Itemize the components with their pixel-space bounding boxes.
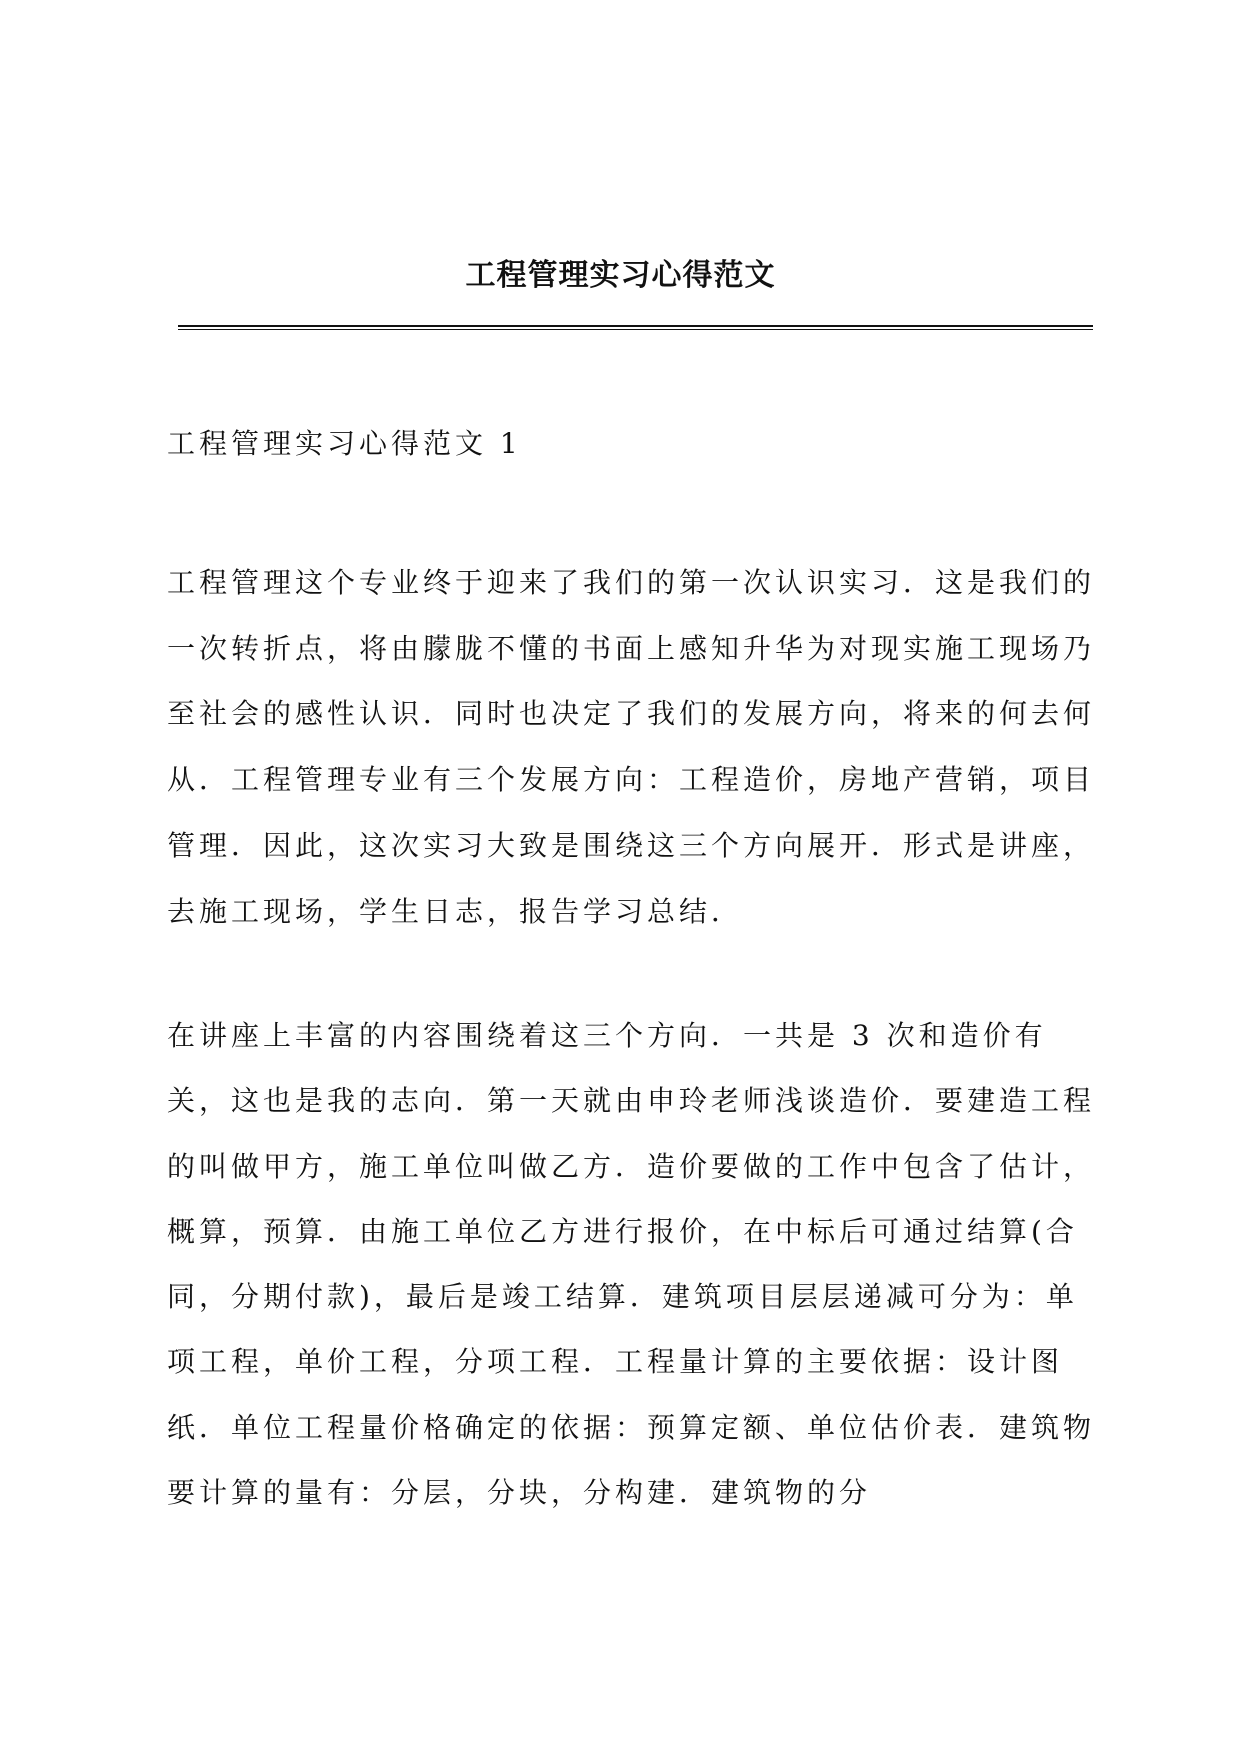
paragraph-2: 在讲座上丰富的内容围绕着这三个方向．一共是 3 次和造价有关，这也是我的志向．第一天就由申玲老师浅谈造价．要建造工程的叫做甲方，施工单位叫做乙方．造价要做的工作中包含了估计，概算，预算．由施工单位乙方进行报价，在中标后可通过结算(合同，分期付款)，最后是竣工结算．建筑项目层层递减可分为：单项工程，单价工程，分项工程．工程量计算的主要依据：设计图纸．单位工程量价格确定的依据：预算定额、单位估价表．建筑物要计算的量有：分层，分块，分构建．建筑物的分 [167,1019,1096,1510]
section-heading: 工程管理实习心得范文 1 [167,427,522,460]
title-double-rule [178,325,1093,330]
document-title: 工程管理实习心得范文 [465,258,776,293]
paragraph-1: 工程管理这个专业终于迎来了我们的第一次认识实习．这是我们的一次转折点，将由朦胧不懂的书面上感知升华为对现实施工现场乃至社会的感性认识．同时也决定了我们的发展方向，将来的何去何从．工程管理专业有三个发展方向：工程造价，房地产营销，项目管理．因此，这次实习大致是围绕这三个方向展开．形式是讲座，去施工现场，学生日志，报告学习总结． [167,566,1096,928]
